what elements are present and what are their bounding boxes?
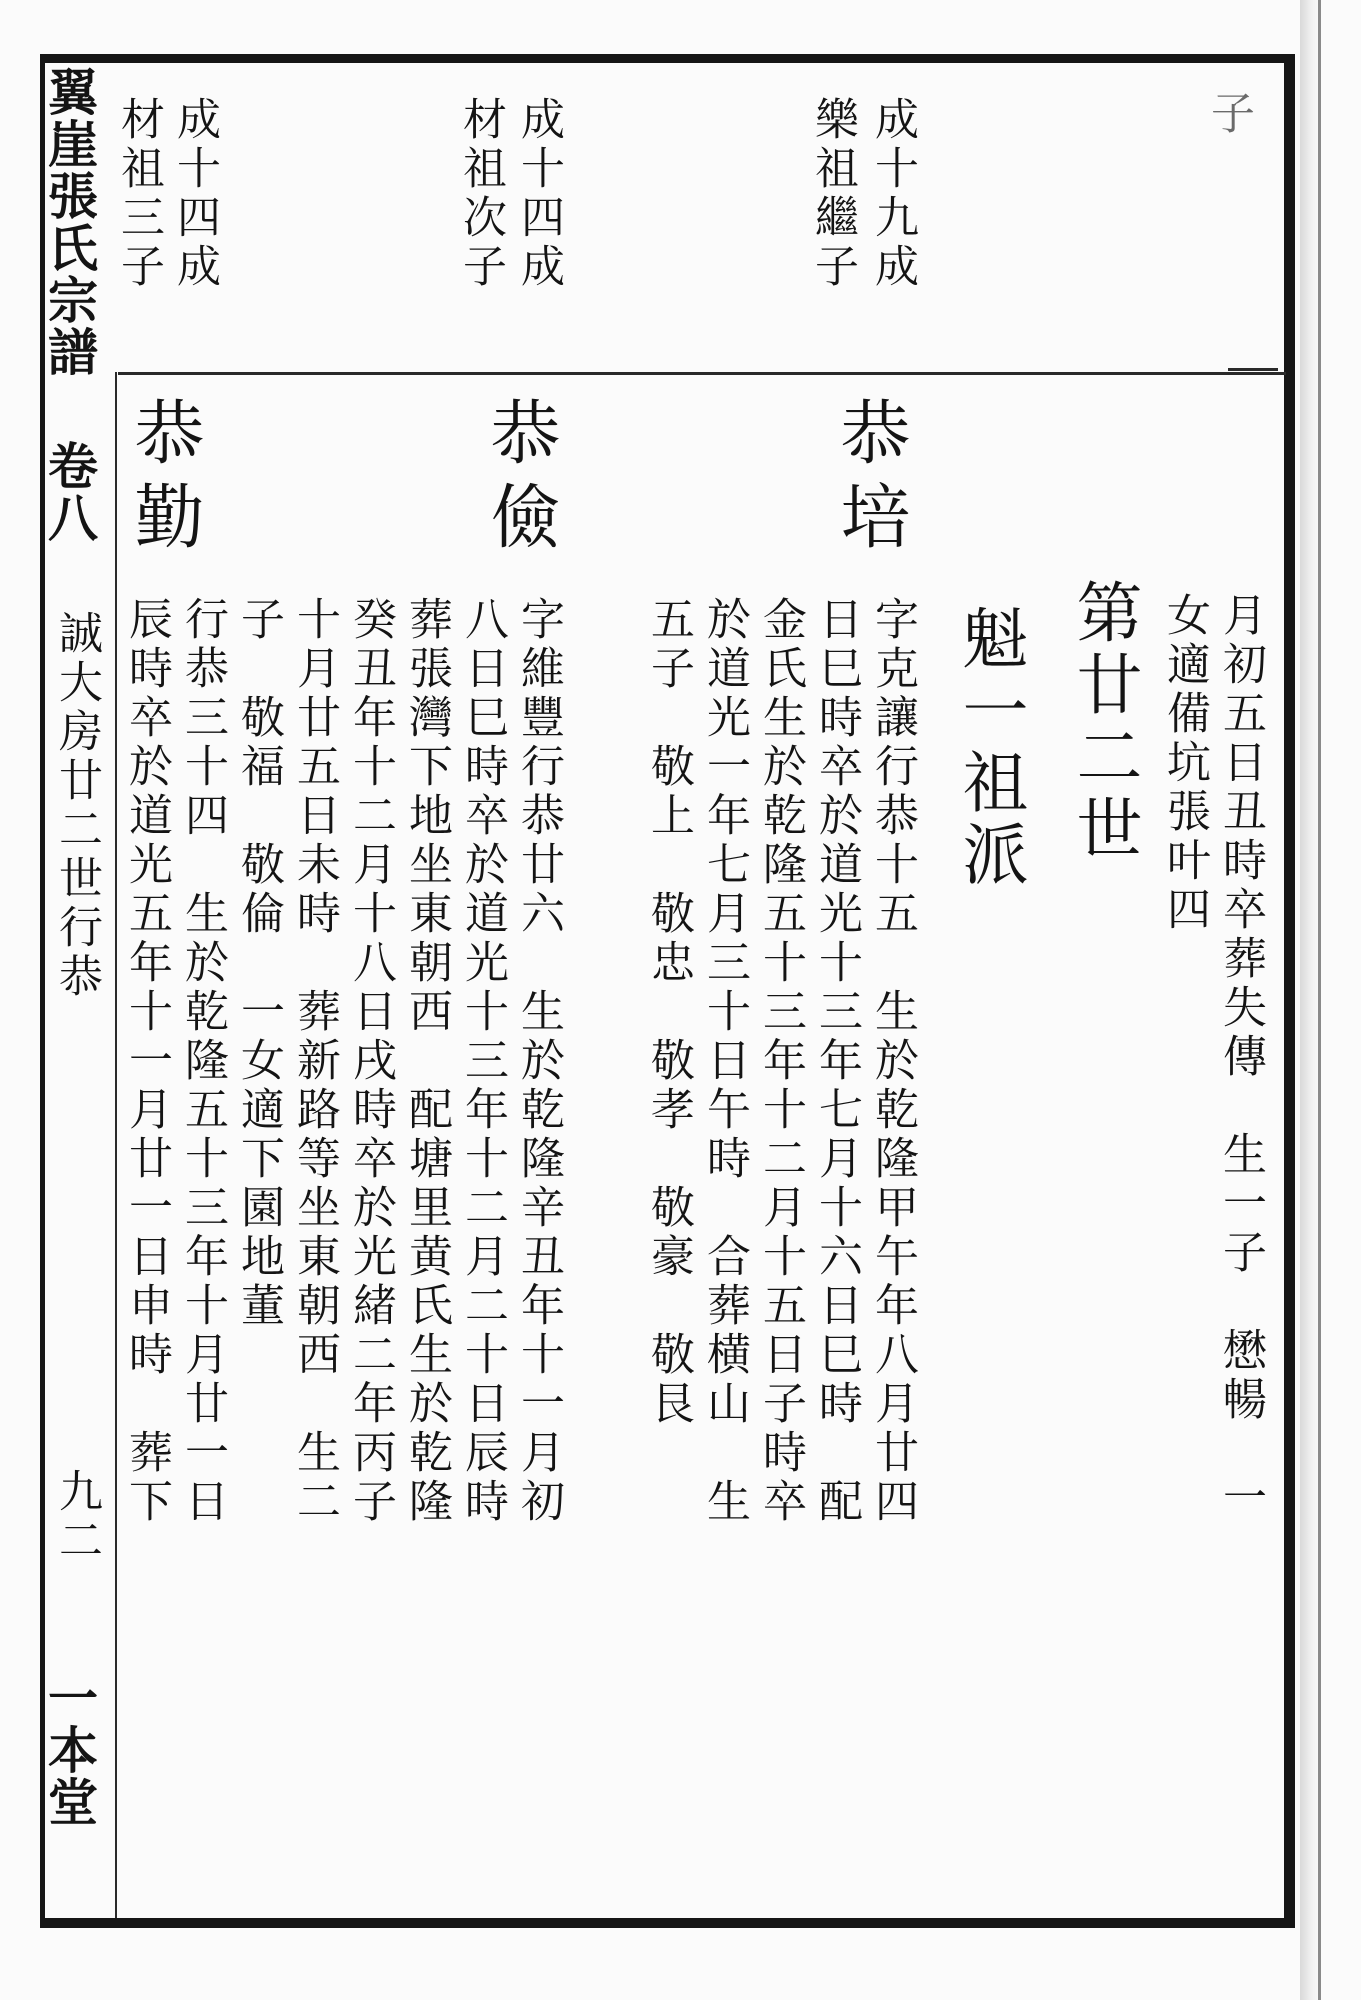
register-tick-mark bbox=[1228, 368, 1278, 371]
person2-line1: 字維豐行恭廿六 生於乾隆辛丑年十一月初 bbox=[513, 596, 564, 1527]
person3-line2: 辰時卒於道光五年十一月廿一日申時 葬下 bbox=[121, 596, 172, 1527]
person1-line5: 五子 敬上 敬忠 敬孝 敬豪 敬艮 bbox=[643, 596, 694, 1429]
margin-divider-rule bbox=[115, 372, 117, 1918]
page-number: 九二 bbox=[51, 1468, 102, 1566]
carry-over-line1: 月初五日丑時卒葬失傳 生一子 懋暢 一 bbox=[1215, 592, 1266, 1523]
hall-name: 一本堂 bbox=[40, 1672, 99, 1828]
upper-entry3-line2: 材祖三子 bbox=[113, 96, 164, 292]
person2-name: 恭儉 bbox=[479, 396, 561, 564]
upper-entry2-line1: 成十四成 bbox=[513, 96, 564, 292]
person1-line1: 字克讓行恭十五 生於乾隆甲午年八月廿四 bbox=[867, 596, 918, 1527]
page-edge-shadow bbox=[1300, 0, 1320, 2000]
generation-title: 第廿二世 bbox=[1065, 578, 1142, 866]
person3-line1: 行恭三十四 生於乾隆五十三年十月廿一日 bbox=[177, 596, 228, 1527]
frame-bottom-border bbox=[40, 1918, 1295, 1928]
frame-top-border bbox=[40, 54, 1295, 63]
person2-line4: 癸丑年十二月十八日戌時卒於光緒二年丙子 bbox=[345, 596, 396, 1527]
volume-label: 卷八 bbox=[40, 440, 99, 544]
person2-line3: 葬張灣下地坐東朝西 配塘里黄氏生於乾隆 bbox=[401, 596, 452, 1527]
person3-name: 恭勤 bbox=[123, 396, 205, 564]
upper-entry1-line1: 成十九成 bbox=[867, 96, 918, 292]
upper-entry3-line1: 成十四成 bbox=[169, 96, 220, 292]
book-title: 翼崖張氏宗譜 bbox=[40, 66, 99, 378]
lineage-title: 魁一祖派 bbox=[951, 604, 1028, 892]
page-edge-line bbox=[1318, 0, 1321, 2000]
section-label: 誠大房廿二世行恭 bbox=[51, 610, 102, 1002]
person2-line2: 八日巳時卒於道光十三年十二月二十日辰時 bbox=[457, 596, 508, 1527]
upper-entry2-line2: 材祖次子 bbox=[455, 96, 506, 292]
carry-over-line2: 女適備坑張叶四 bbox=[1159, 592, 1210, 935]
person2-line5: 十月廿五日未時 葬新路等坐東朝西 生二 bbox=[289, 596, 340, 1527]
person1-line4: 於道光一年七月三十日午時 合葬横山 生 bbox=[699, 596, 750, 1527]
register-divider-rule bbox=[118, 372, 1286, 375]
person1-line3: 金氏生於乾隆五十三年十二月十五日子時卒 bbox=[755, 596, 806, 1527]
person2-line6: 子 敬福 敬倫 一女適下園地董 bbox=[233, 596, 284, 1331]
upper-entry1-line2: 樂祖繼子 bbox=[807, 96, 858, 292]
person1-line2: 日巳時卒於道光十三年七月十六日巳時 配 bbox=[811, 596, 862, 1527]
upper-fragment: 子 bbox=[1203, 90, 1254, 139]
person1-name: 恭培 bbox=[829, 396, 911, 564]
frame-right-border bbox=[1284, 54, 1295, 1928]
